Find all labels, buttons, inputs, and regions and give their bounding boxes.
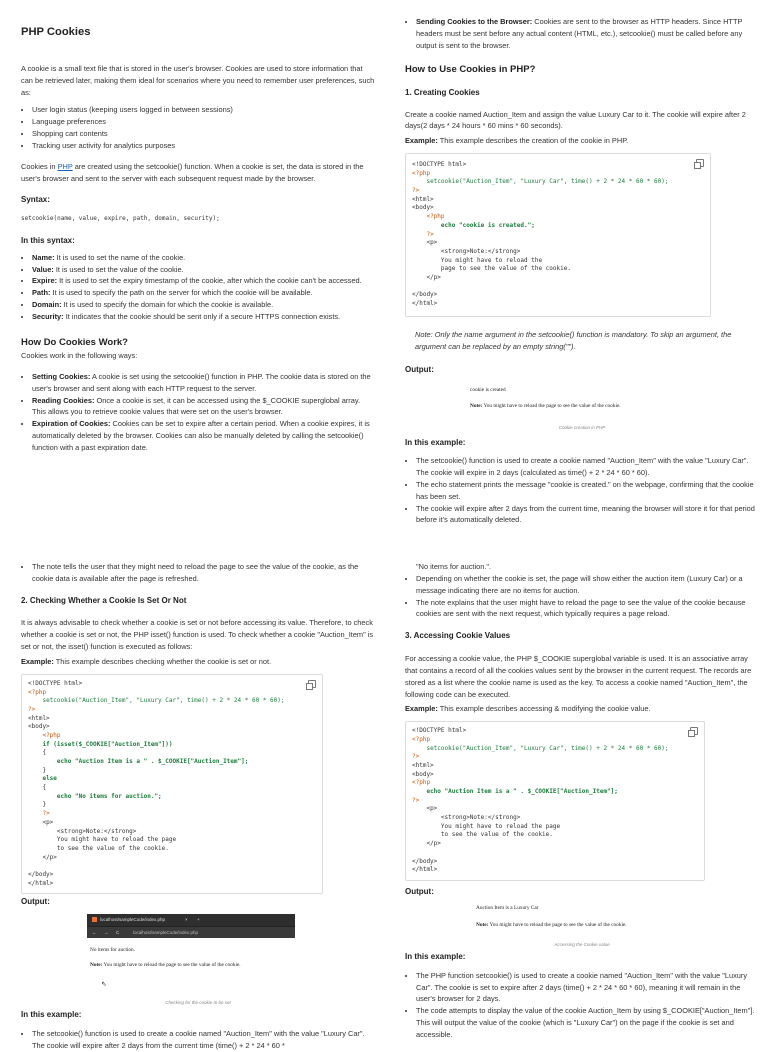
list-item: • Tracking user activity for analytics purposes [32,140,375,152]
list-item: • Setting Cookies: A cookie is set using the setcookie() function in PHP. The cookie data is stored on the user's browser and sent along with each HTTP request to the server. [32,371,375,395]
how-to-use-heading: How to Use Cookies in PHP? [405,63,536,75]
browser-tab-title[interactable]: localhost/sampleCode/index.php [100,917,166,923]
left-top-column [21,24,375,454]
figure-caption: Accessing the Cookie value [554,941,610,947]
right-bottom-column [405,561,759,1041]
copy-icon[interactable] [308,680,316,688]
example-line: Example: This example describes accessing & modifying the cookie value. [405,704,651,714]
reload-icon[interactable]: C [116,930,120,936]
continued-points [405,573,759,620]
new-tab-icon[interactable]: + [197,917,200,923]
example-line: Example: This example describes the creation of the cookie in PHP. [405,136,629,146]
output-note: Note: You might have to reload the page to see the value of the cookie. [476,921,627,928]
example-points [21,1028,375,1052]
browser-screenshot [87,914,295,996]
browser-tab-bar [87,914,295,926]
list-item: • The PHP function setcookie() is used to create a cookie named "Auction_Item" with the value "Luxury Car". The cookie is set to expire after 2 days (time() + 2 * 24 * 60 * 60), meaning it will remain in the user's browser for 2 days. [416,970,759,1006]
back-icon[interactable]: ← [92,930,97,936]
copy-icon[interactable] [690,727,698,735]
list-item: • Path: It is used to specify the path on the server for which the cookie will be available. [32,287,375,299]
page-title: PHP Cookies [21,26,91,38]
list-item: • Language preferences [32,116,375,128]
output-label: Output: [405,886,434,896]
output-image [467,383,667,423]
list-item: • The echo statement prints the message "cookie is created." on the webpage, confirming that the cookie has been set. [416,479,759,503]
list-item: • Security: It indicates that the cookie should be sent only if a secure HTTPS connection exists. [32,311,375,323]
accessing-heading: 3. Accessing Cookie Values [405,631,511,641]
list-item: • Depending on whether the cookie is set, the page will show either the auction item (Luxury Car) or a message indicating there are no items for auction. [416,573,759,597]
continued-text: "No items for auction.". [416,562,492,571]
url-input[interactable]: localhost/sampleCode/index.php [133,930,199,936]
cookie-uses-list [21,104,375,151]
in-example-label: In this example: [405,951,466,961]
list-item: • Name: It is used to set the name of the cookie. [32,252,375,264]
create-paragraph: Create a cookie named Auction_Item and assign the value Luxury Car to it. The cookie will expire after 2 days(2 days * 24 hours * 60 mins * 60 seconds). [405,109,746,131]
close-tab-icon[interactable]: × [185,917,188,923]
browser-address-bar [87,926,295,938]
list-item: • Sending Cookies to the Browser: Cookies are sent to the browser as HTTP headers. Since HTTP headers must be sent before any actual content (HTML, etc.), setcookie() must be called before any output is sent to the browser. [416,16,759,52]
list-item: • The setcookie() function is used to create a cookie named "Auction_Item" with the value "Luxury Car". The cookie will expire in 2 days (calculated as time() + 2 * 24 * 60 * 60). [416,455,759,479]
send-list [405,16,759,52]
list-item: • Reading Cookies: Once a cookie is set, it can be accessed using the $_COOKIE superglobal array. This allows you to retrieve cookie values that were set on the user's browser. [32,395,375,419]
code-content: <!DOCTYPE html> <?php setcookie("Auction_Item", "Luxury Car", time() + 2 * 24 * 60 * 60); ?> <html> <body> <?php echo "Auction Item is a " . $_COOKIE["Auction_Item"]; ?> <p> <strong>Note:</strong> You might have to reload the page to see the value of the cookie. </p> </body> </html> [412,727,669,874]
right-top-column [405,16,759,526]
copy-icon[interactable] [696,159,704,167]
list-item: • Value: It is used to set the value of the cookie. [32,264,375,276]
params-list [21,252,375,323]
how-list [21,371,375,454]
output-image [473,902,673,940]
figure-caption: Cookie creation in PHP [558,425,606,431]
tab-favicon-icon [92,917,97,922]
list-item: • Expire: It is used to set the expiry timestamp of the cookie, after which the cookie can't be accessed. [32,275,375,287]
in-example-label: In this example: [405,438,466,448]
left-bottom-column [21,561,375,1052]
code-block-access [405,721,705,881]
created-paragraph: Cookies in PHP are created using the setcookie() function. When a cookie is set, the data is stored in the user's browser and sent to the server with each subsequent request made by the browser. [21,161,364,183]
figure-caption: Checking for the cookie to be set [165,1000,231,1006]
syntax-label: Syntax: [21,194,50,204]
forward-icon[interactable]: → [104,930,109,936]
syntax-code: setcookie(name, value, expire, path, domain, security); [21,215,220,223]
in-example-label: In this example: [21,1010,82,1020]
output-line: Auction Item is a Luxury Car [476,904,539,911]
list-item: • The note tells the user that they might need to reload the page to see the value of the cookie, as the cookie data is available after the page is refreshed. [32,561,375,585]
how-cookies-work-heading: How Do Cookies Work? [21,336,128,348]
output-note: Note: You might have to reload the page to see the value of the cookie. [470,403,621,410]
list-item: • The code attempts to display the value of the cookie Auction_Item by using $_COOKIE["Auction_Item"]. This will output the value of the cookie (which is "Luxury Car") on the page if the cookie is set and accessible. [416,1005,759,1041]
list-item: • Domain: It is used to specify the domain for which the cookie is available. [32,299,375,311]
code-block-check [21,674,323,895]
note-paragraph: Note: Only the name argument in the setcookie() function is mandatory. To skip an argument, the argument can be replaced by an empty string(""). [415,329,732,351]
output-line: No items for auction. [90,947,136,954]
example-points [405,455,759,526]
note-point-list [21,561,375,585]
example-points [405,970,759,1041]
list-item: • Shopping cart contents [32,128,375,140]
list-item: • The setcookie() function is used to create a cookie named "Auction_Item" with the value "Luxury Car". The cookie will expire after 2 days from the current time (time() + 2 * 24 * 60 * [32,1028,375,1052]
checking-heading: 2. Checking Whether a Cookie Is Set Or Not [21,595,187,605]
list-item: • Expiration of Cookies: Cookies can be set to expire after a certain period. When a cookie expires, it is automatically deleted by the browser. Cookies can also be manually deleted by calling the setcookie() function with a past expiration date. [32,418,375,454]
output-label: Output: [405,365,434,375]
list-item: • The cookie will expire after 2 days from the current time, meaning the browser will store it for that period before it's automatically deleted. [416,503,759,527]
cursor-icon: ⇖ [101,981,107,989]
code-content: <!DOCTYPE html> <?php setcookie("Auction_Item", "Luxury Car", time() + 2 * 24 * 60 * 60); ?> <html> <body> <?php if (isset($_COOKIE["Auction_Item"])) { echo "Auction Item is a " . $_COOKIE["Auction_Item"]; } else { echo "No items for auction."; } ?> <p> <strong>Note:</strong> You might have to reload the page to see the value of the cookie. </p> </body> </html> [28,679,285,887]
list-item: • User login status (keeping users logged in between sessions) [32,104,375,116]
intro-paragraph: A cookie is a small text file that is stored in the user's browser. Cookies are used to store information that can be retrieved later, making them ideal for scenarios where you need to remember user preferences, such as: [21,63,375,97]
in-syntax-label: In this syntax: [21,236,75,245]
how-intro: Cookies work in the following ways: [21,351,138,361]
code-content: <!DOCTYPE html> <?php setcookie("Auction_Item", "Luxury Car", time() + 2 * 24 * 60 * 60); ?> <html> <body> <?php echo "cookie is created."; ?> <p> <strong>Note:</strong> You might have to reload the page to see the value of the cookie. </p> </body> </html> [412,161,669,308]
creating-cookies-heading: 1. Creating Cookies [405,87,480,97]
check-paragraph: It is always advisable to check whether a cookie is set or not before accessing its value. Therefore, to check whether a cookie is set or not, the PHP isset() function is used. To check whether a cookie "Auction_Item" is set or not, the isset() function is executed as follows: [21,618,374,652]
output-note: Note: You might have to reload the page to see the value of the cookie. [90,962,241,969]
output-line: cookie is created [470,387,506,394]
output-label: Output: [21,897,50,907]
code-block-create [405,153,711,317]
example-line: Example: This example describes checking whether the cookie is set or not. [21,657,272,667]
list-item: • The note explains that the user might have to reload the page to see the value of the cookie because cookies are sent with the next request, which typically requires a page reload. [416,597,759,621]
php-link[interactable]: PHP [57,161,73,171]
access-paragraph: For accessing a cookie value, the PHP $_COOKIE superglobal variable is used. It is an associative array that contains a record of all the cookies values sent by the browser in the current request. The records are stored as a list where the cookie name is used as the key. To access a cookie named "Auction_Item", the following code can be executed. [405,654,752,699]
